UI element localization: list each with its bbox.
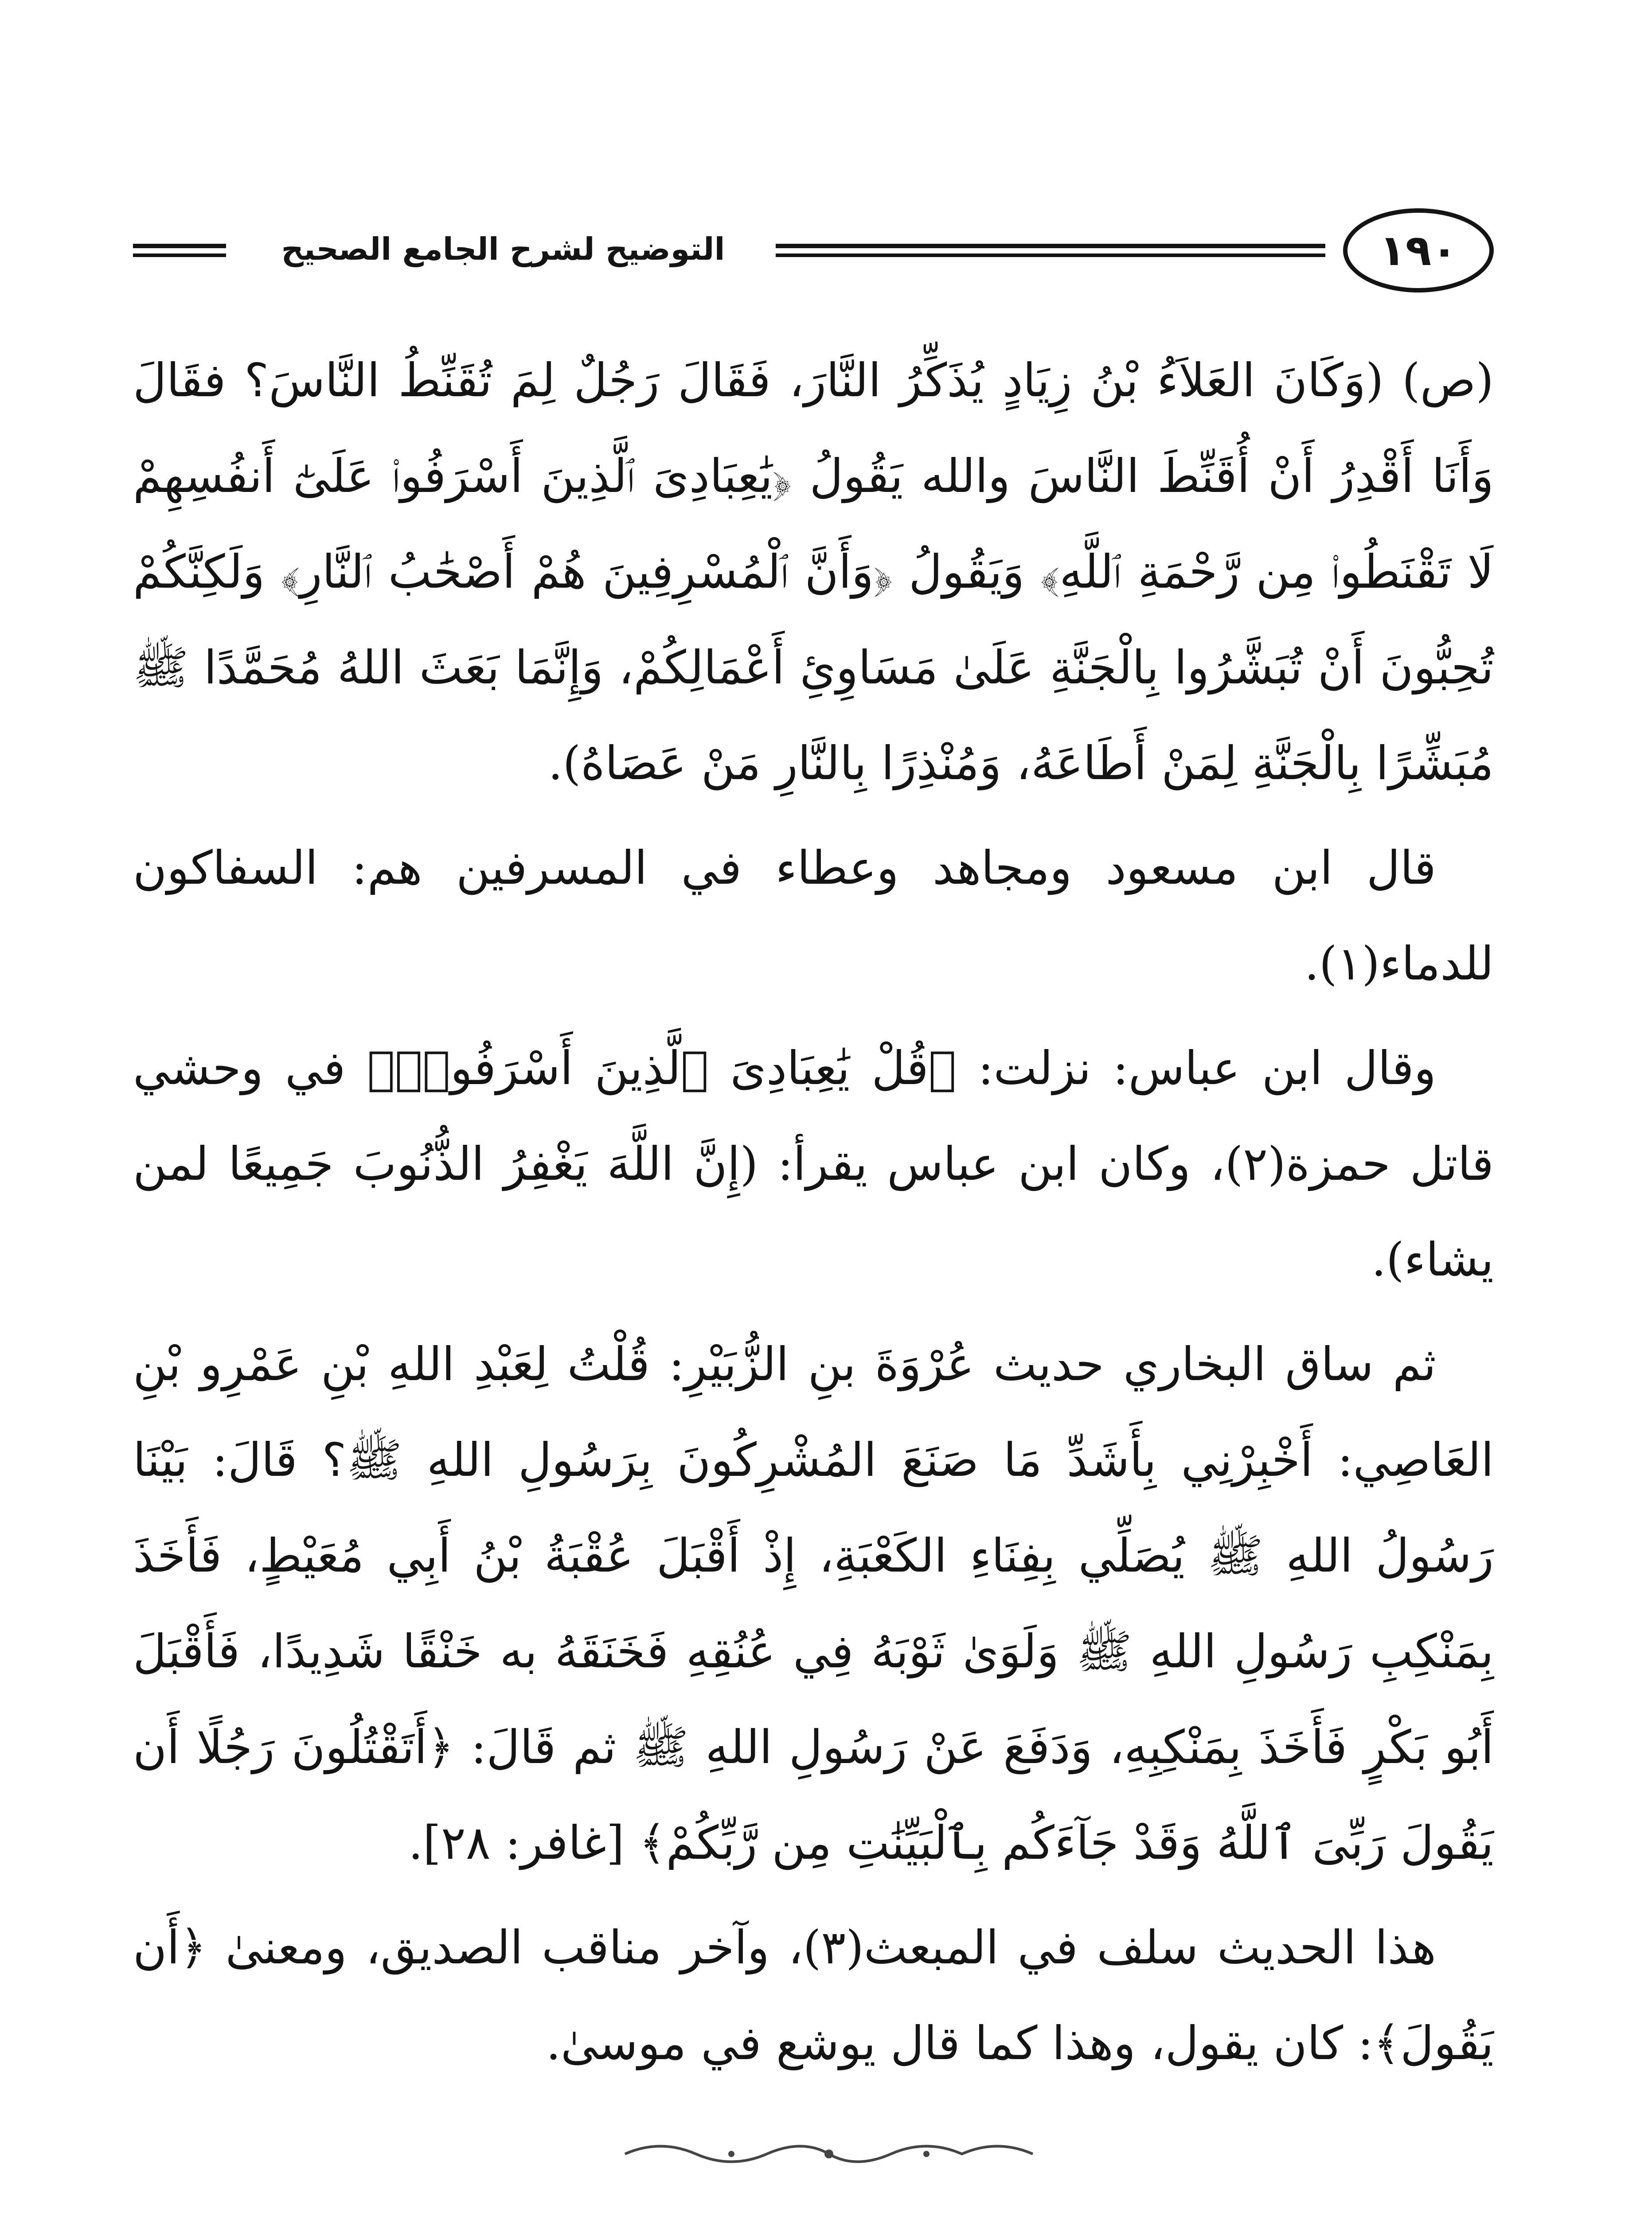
main-text — [133, 332, 1494, 2100]
paragraph-hadith-text: (ص) (وَكَانَ العَلاَءُ بْنُ زِيَادٍ يُذَكِّرُ النَّارَ، فَقَالَ رَجُلٌ لِمَ تُقَنِّطُ النَّاسَ؟ فقَالَ وَأَنَا أَقْدِرُ أَنْ أُقَنِّطَ النَّاسَ والله يَقُولُ ﴿يَٰعِبَادِىَ ٱلَّذِينَ أَسْرَفُوا۟ عَلَىٰٓ أَنفُسِهِمْ لَا تَقْنَطُوا۟ مِن رَّحْمَةِ ٱللَّهِ﴾ وَيَقُولُ ﴿وَأَنَّ ٱلْمُسْرِفِينَ هُمْ أَصْحَٰبُ ٱلنَّارِ﴾ وَلَكِنَّكُمْ تُحِبُّونَ أَنْ تُبَشَّرُوا بِالْجَنَّةِ عَلَىٰ مَسَاوِئِ أَعْمَالِكُمْ، وَإِنَّمَا بَعَثَ اللهُ مُحَمَّدًا ﷺ مُبَشِّرًا بِالْجَنَّةِ لِمَنْ أَطَاعَهُ، وَمُنْذِرًا بِالنَّارِ مَنْ عَصَاهُ). — [133, 353, 1494, 790]
paragraph-commentary: هذا الحديث سلف في المبعث(٣)، وآخر مناقب الصديق، ومعنىٰ ﴿أَن يَقُولَ﴾: كان يقول، وهذا كما قال يوشع في موسىٰ. — [133, 1920, 1494, 2070]
running-title: التوضيح لشرح الجامع الصحيح — [281, 231, 725, 267]
paragraph-ibn-abbas: وقال ابن عباس: نزلت: ﴿قُلْ يَٰعِبَادِىَ ٱلَّذِينَ أَسْرَفُوا۟﴾ في وحشي قاتل حمزة(٢)، وكان ابن عباس يقرأ: (إِنَّ اللَّهَ يَغْفِرُ الذُّنُوبَ جَمِيعًا لمن يشاء). — [133, 1041, 1494, 1287]
page-header — [133, 208, 1494, 297]
paragraph-bukhari-hadith: ثم ساق البخاري حديث عُرْوَةَ بنِ الزُّبَيْرِ: قُلْتُ لِعَبْدِ اللهِ بْنِ عَمْرِو بْنِ العَاصِي: أَخْبِرْنِي بِأَشَدِّ مَا صَنَعَ المُشْرِكُونَ بِرَسُولِ اللهِ ﷺ؟ قَالَ: بَيْنَا رَسُولُ اللهِ ﷺ يُصَلِّي بِفِنَاءِ الكَعْبَةِ، إِذْ أَقْبَلَ عُقْبَةُ بْنُ أَبِي مُعَيْطٍ، فَأَخَذَ بِمَنْكِبِ رَسُولِ اللهِ ﷺ وَلَوَىٰ ثَوْبَهُ فِي عُنُقِهِ فَخَنَقَهُ به خَنْقًا شَدِيدًا، فَأَقْبَلَ أَبُو بَكْرٍ فَأَخَذَ بِمَنْكِبِهِ، وَدَفَعَ عَنْ رَسُولِ اللهِ ﷺ ثم قَالَ: ﴿أَتَقْتُلُونَ رَجُلًا أَن يَقُولَ رَبِّىَ ٱللَّهُ وَقَدْ جَآءَكُم بِٱلْبَيِّنَٰتِ مِن رَّبِّكُمْ﴾ [غافر: ٢٨]. — [133, 1337, 1494, 1870]
section-divider-ornament — [607, 2136, 1051, 2172]
paragraph-ibn-masud: قال ابن مسعود ومجاهد وعطاء في المسرفين هم: السفاكون للدماء(١). — [133, 841, 1494, 991]
header-rule-right — [776, 244, 1325, 248]
ornament-icon — [607, 2136, 1051, 2172]
page-number: ١٩٠ — [1343, 208, 1494, 293]
header-rule-left — [133, 244, 226, 248]
